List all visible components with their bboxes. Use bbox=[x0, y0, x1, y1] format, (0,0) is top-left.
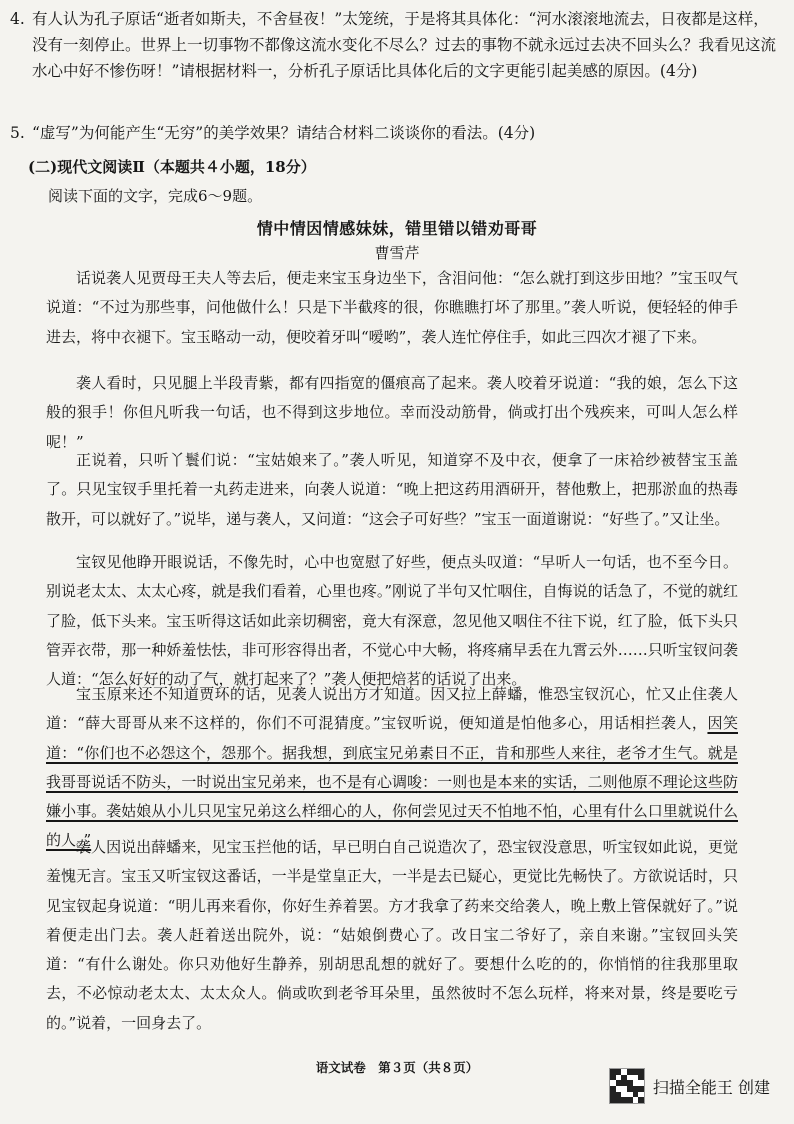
passage-paragraph-1: 话说袭人见贾母王夫人等去后，便走来宝玉身边坐下，含泪问他：“怎么就打到这步田地？”宝玉叹气说道：“不过为那些事，问他做什么！只是下半截疼的很，你瞧瞧打坏了那里。”袭人听说，便轻轻的伸手进去，将中衣褪下。宝玉略动一动，便咬着牙叫“嗳哟”，袭人连忙停住手，如此三四次才褪了下来。 bbox=[46, 269, 738, 346]
passage-paragraph-3: 正说着，只听丫鬟们说：“宝姑娘来了。”袭人听见，知道穿不及中衣，便拿了一床袷纱被替宝玉盖了。只见宝钗手里托着一丸药走进来，向袭人说道：“晚上把这药用酒研开，替他敷上，把那淤血的热毒散开，可以就好了。”说毕，递与袭人，又问道：“这会子可好些？”宝玉一面道谢说：“好些了。”又让坐。 bbox=[46, 451, 738, 528]
passage-title: 情中情因情感妹妹，错里错以错劝哥哥 bbox=[256, 219, 538, 238]
question-number: 4. bbox=[10, 10, 25, 28]
passage-paragraph-4: 宝钗见他睁开眼说话，不像先时，心中也宽慰了好些，便点头叹道：“早听人一句话，也不至今日。别说老太太、太太心疼，就是我们看着，心里也疼。”刚说了半句又忙咽住，自悔说的话急了，不觉的就红了脸，低下头来。宝玉听得这话如此亲切稠密，竟大有深意，忽见他又咽住不往下说，红了脸，低下头只管弄衣带，那一种娇羞怯怯，非可形容得出者，不觉心中大畅，将疼痛早丢在九霄云外……只听宝钗问袭人道：“怎么好好的动了气，就打起来了？”袭人便把焙茗的话说了出来。 bbox=[46, 553, 738, 689]
passage-paragraph-2: 袭人看时，只见腿上半段青紫，都有四指宽的僵痕高了起来。袭人咬着牙说道：“我的娘，怎么下这般的狠手！你但凡听我一句话，也不得到这步地位。幸而没动筋骨，倘或打出个残疾来，可叫人怎么样呢！” bbox=[46, 374, 738, 451]
passage-author: 曹雪芹 bbox=[374, 244, 420, 262]
passage-paragraph-6 bbox=[46, 833, 738, 1038]
passage-paragraph-5 bbox=[46, 680, 738, 856]
watermark-text: 扫描全能王 创建 bbox=[652, 1077, 770, 1097]
paragraph-6-middle: 的，你悄悄的往我那里取去，不必惊动老太太、太太众人。倘或吹到老爷耳朵里，虽然彼时不怎么 bbox=[46, 955, 738, 1003]
section-instruction: 阅读下面的文字，完成6～9题。 bbox=[48, 187, 263, 205]
question-5 bbox=[10, 120, 776, 146]
page-footer: 语文试卷 第３页（共８页） bbox=[315, 1060, 479, 1075]
question-text: “虚写”为何能产生“无穷”的美学效果？请结合材料二谈谈你的看法。(4分) bbox=[32, 124, 536, 142]
question-4 bbox=[10, 6, 776, 84]
scanner-watermark bbox=[609, 1066, 770, 1106]
question-text: 有人认为孔子原话“逝者如斯夫，不舍昼夜！”太笼统，于是将其具体化：“河水滚滚地流去，日夜都是这样，没有一刻停止。世界上一切事物不都像这流水变化不尽么？过去的事物不就永远过去决不回头么？我看见这流水心中好不惨伤呀！”请根据材料一，分析孔子原话比具体化后的文字更能引起美感的原因。(4分) bbox=[32, 10, 777, 80]
question-number: 5. bbox=[10, 124, 25, 142]
qr-code-icon bbox=[609, 1068, 645, 1104]
section-heading: (二)现代文阅读Ⅱ（本题共４小题，18分） bbox=[28, 158, 316, 176]
underlined-quote: 因笑道：“你们也不必怨这个，怨那个。据我想，到底宝兄弟素日不正，肯和那些人来往，老爷才生气。就是我哥哥说话不防头，一时说出宝兄弟来，也不是有心调唆：一则也是本来的实话，二则他原不理论这些防嫌小事。袭姑娘从小儿只见宝兄弟这么样细心的人，你何尝见过天不怕地不怕，心里有什么口里就说什么的人。” bbox=[46, 714, 738, 850]
paragraph-5-lead: 宝玉原来还不知道贾环的话，见袭人说出方才知道。因又拉上薛蟠，惟恐宝钗沉心，忙又止住袭人道：“薛大哥哥从来不这样的，你们不可混猜度。”宝钗听说，便知道是怕他多心，用话相拦袭人， bbox=[46, 685, 738, 733]
paragraph-6-text: 袭人因说出薛蟠来，见宝玉拦他的话，早已明白自己说造次了，恐宝钗没意思，听宝钗如此说，更觉羞愧无言。宝玉又听宝钗这番话，一半是堂皇正大，一半是去已疑心，更觉比先畅快了。方欲说话时，只见宝钗起身说道：“明儿再来看你，你好生养着罢。方才我拿了药来交给袭人，晚上敷上管保就好了。”说着便走出门去。袭人赶着送出院外，说：“姑娘倒费心了。改日宝二爷好了，亲自来谢。”宝钗回头笑道：“有什么谢处。你只劝他好生静养，别胡思乱想的就好了。要想什么吃的的，你悄悄的往我那里取去，不必惊动老太太、太太众人。倘或吹到老爷耳朵里，虽然彼时不怎么玩样，将来对景，终是要吃亏的。”说着，一回身去了。 bbox=[46, 838, 738, 1032]
